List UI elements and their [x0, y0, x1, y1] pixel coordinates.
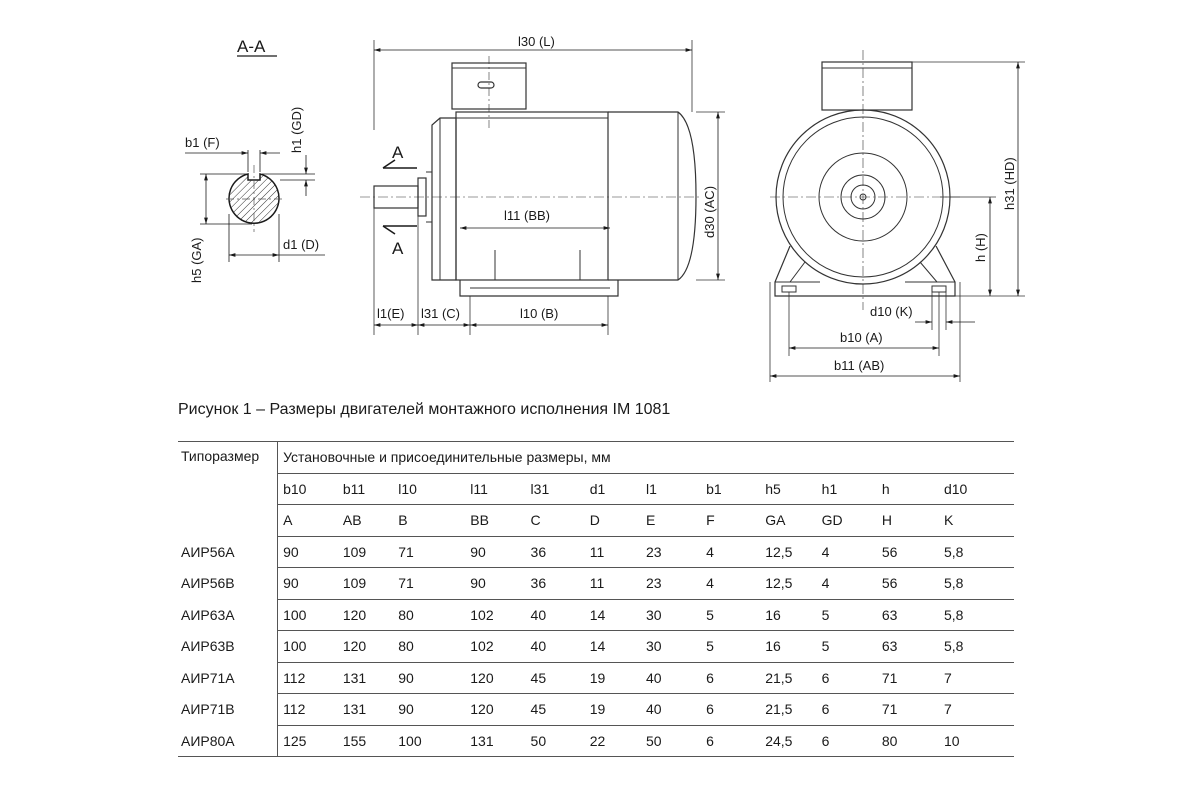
dim-l30-label: l30 (L) — [518, 34, 555, 49]
table-cell: 6 — [817, 694, 877, 726]
table-cell: 40 — [526, 599, 585, 631]
table-cell: 120 — [338, 599, 393, 631]
table-row — [178, 725, 1014, 757]
table-cell: 120 — [465, 662, 525, 694]
table-cell: 102 — [465, 599, 525, 631]
column-code: b11 — [338, 473, 393, 505]
table-cell: 6 — [817, 662, 877, 694]
table-cell: 30 — [641, 631, 701, 663]
table-cell: 5,8 — [939, 631, 1014, 663]
table-cell: 63 — [877, 599, 939, 631]
table-cell: 40 — [641, 662, 701, 694]
table-cell: 155 — [338, 725, 393, 757]
table-row — [178, 536, 1014, 568]
table-header-row — [178, 442, 1014, 474]
motor-side-view — [360, 40, 725, 335]
section-title: A-A — [237, 37, 266, 56]
table-cell: 56 — [877, 568, 939, 600]
column-code: h5 — [760, 473, 816, 505]
column-symbol: E — [641, 505, 701, 537]
table-cell: 4 — [817, 536, 877, 568]
table-cell: 16 — [760, 599, 816, 631]
table-cell: 63 — [877, 631, 939, 663]
column-code: l1 — [641, 473, 701, 505]
table-cell: 22 — [585, 725, 641, 757]
column-code: l31 — [526, 473, 585, 505]
section-mark-top: A — [392, 143, 404, 162]
table-cell: 14 — [585, 599, 641, 631]
table-cell: 7 — [939, 662, 1014, 694]
column-code: h1 — [817, 473, 877, 505]
dimensions-table — [178, 441, 1014, 757]
table-cell: 109 — [338, 568, 393, 600]
table-cell: 125 — [278, 725, 338, 757]
table-cell: 30 — [641, 599, 701, 631]
row-model-name: АИР71А — [181, 669, 235, 686]
table-cell: 6 — [701, 694, 760, 726]
table-cell: 4 — [701, 536, 760, 568]
row-model-name: АИР63В — [181, 638, 235, 655]
column-symbol: D — [585, 505, 641, 537]
table-cell: 10 — [939, 725, 1014, 757]
row-model-name: АИР56В — [181, 575, 235, 592]
table-cell: 90 — [393, 694, 465, 726]
table-cell: 45 — [526, 694, 585, 726]
table-cell: 14 — [585, 631, 641, 663]
table-cell: 21,5 — [760, 694, 816, 726]
table-cell: 5 — [817, 631, 877, 663]
column-code: d1 — [585, 473, 641, 505]
dim-d30-label: d30 (AC) — [702, 185, 717, 238]
row-model-name: АИР63А — [181, 606, 235, 623]
table-cell: 80 — [393, 599, 465, 631]
dim-h5-label: h5 (GA) — [189, 237, 204, 283]
row-model-name: АИР80А — [178, 725, 278, 757]
table-cell: 120 — [465, 694, 525, 726]
dim-b10-label: b10 (A) — [840, 330, 883, 345]
header-group: Установочные и присоединительные размеры, мм — [278, 442, 1014, 474]
table-cell: 5 — [701, 631, 760, 663]
dim-l10-label: l10 (B) — [520, 306, 559, 321]
table-cell: 90 — [278, 568, 338, 600]
dim-l31-label: l31 (C) — [421, 306, 461, 321]
table-cell: 19 — [585, 662, 641, 694]
column-code: b10 — [278, 473, 338, 505]
table-cell: 5 — [817, 599, 877, 631]
dim-d10-label: d10 (K) — [870, 304, 913, 319]
table-cell: 5 — [701, 599, 760, 631]
dim-l1-label: l1(E) — [377, 306, 405, 321]
table-codes-row — [178, 473, 1014, 505]
table-cell: 5,8 — [939, 599, 1014, 631]
column-symbol: F — [701, 505, 760, 537]
column-symbol: GD — [817, 505, 877, 537]
table-cell: 112 — [278, 662, 338, 694]
table-cell: 120 — [338, 631, 393, 663]
column-symbol: A — [278, 505, 338, 537]
table-cell: 23 — [641, 568, 701, 600]
column-symbol: AB — [338, 505, 393, 537]
table-cell: 11 — [585, 536, 641, 568]
table-cell: 131 — [338, 662, 393, 694]
column-symbol: B — [393, 505, 465, 537]
table-cell: 71 — [877, 662, 939, 694]
table-cell: 50 — [641, 725, 701, 757]
table-cell: 40 — [526, 631, 585, 663]
table-row — [178, 662, 1014, 694]
column-code: l10 — [393, 473, 465, 505]
table-cell: 16 — [760, 631, 816, 663]
table-cell: 12,5 — [760, 536, 816, 568]
table-cell: 4 — [817, 568, 877, 600]
section-mark-bottom: A — [392, 239, 404, 258]
header-type: Типоразмер — [178, 442, 278, 537]
table-row — [178, 599, 1014, 631]
column-symbol: K — [939, 505, 1014, 537]
column-code: h — [877, 473, 939, 505]
table-row — [178, 568, 1014, 600]
table-cell: 131 — [338, 694, 393, 726]
column-symbol: GA — [760, 505, 816, 537]
table-cell: 6 — [701, 662, 760, 694]
table-cell: 71 — [393, 568, 465, 600]
dim-b11-label: b11 (AB) — [834, 358, 885, 373]
table-cell: 131 — [465, 725, 525, 757]
table-cell: 112 — [278, 694, 338, 726]
table-symbols-row — [178, 505, 1014, 537]
table-cell: 36 — [526, 536, 585, 568]
dim-h1-label: h1 (GD) — [289, 106, 304, 153]
dim-h-label: h (H) — [973, 233, 988, 262]
table-cell: 36 — [526, 568, 585, 600]
table-cell: 23 — [641, 536, 701, 568]
table-cell: 6 — [817, 725, 877, 757]
table-cell: 109 — [338, 536, 393, 568]
table-cell: 5,8 — [939, 568, 1014, 600]
table-cell: 100 — [278, 599, 338, 631]
table-cell: 80 — [877, 725, 939, 757]
table-cell: 40 — [641, 694, 701, 726]
table-cell: 90 — [465, 536, 525, 568]
table-cell: 50 — [526, 725, 585, 757]
table-cell: 100 — [278, 631, 338, 663]
table-cell: 5,8 — [939, 536, 1014, 568]
dim-l11-label: l11 (BB) — [504, 208, 550, 223]
table-row — [178, 631, 1014, 663]
column-code: l11 — [465, 473, 525, 505]
row-model-name: АИР56А — [181, 543, 235, 560]
table-cell: 19 — [585, 694, 641, 726]
table-cell: 71 — [877, 694, 939, 726]
table-cell: 90 — [393, 662, 465, 694]
dim-h31-label: h31 (HD) — [1002, 157, 1017, 210]
table-cell: 90 — [465, 568, 525, 600]
column-symbol: BB — [465, 505, 525, 537]
table-cell: 11 — [585, 568, 641, 600]
table-cell: 21,5 — [760, 662, 816, 694]
table-cell: 102 — [465, 631, 525, 663]
table-cell: 90 — [278, 536, 338, 568]
table-row — [178, 694, 1014, 726]
table-cell: 12,5 — [760, 568, 816, 600]
table-cell: 45 — [526, 662, 585, 694]
table-cell: 24,5 — [760, 725, 816, 757]
table-cell: 4 — [701, 568, 760, 600]
motor-front-view — [770, 50, 1025, 382]
table-cell: 100 — [393, 725, 465, 757]
table-cell: 7 — [939, 694, 1014, 726]
column-symbol: H — [877, 505, 939, 537]
table-cell: 71 — [393, 536, 465, 568]
table-cell: 56 — [877, 536, 939, 568]
column-symbol: C — [526, 505, 585, 537]
column-code: b1 — [701, 473, 760, 505]
column-code: d10 — [939, 473, 1014, 505]
table-cell: 6 — [701, 725, 760, 757]
figure-caption: Рисунок 1 – Размеры двигателей монтажного исполнения IM 1081 — [178, 401, 671, 418]
dim-b1-label: b1 (F) — [185, 135, 220, 150]
shaft-section-view — [185, 37, 325, 283]
table-cell: 80 — [393, 631, 465, 663]
dim-d1-label: d1 (D) — [283, 237, 320, 252]
row-model-name: АИР71В — [181, 701, 235, 718]
